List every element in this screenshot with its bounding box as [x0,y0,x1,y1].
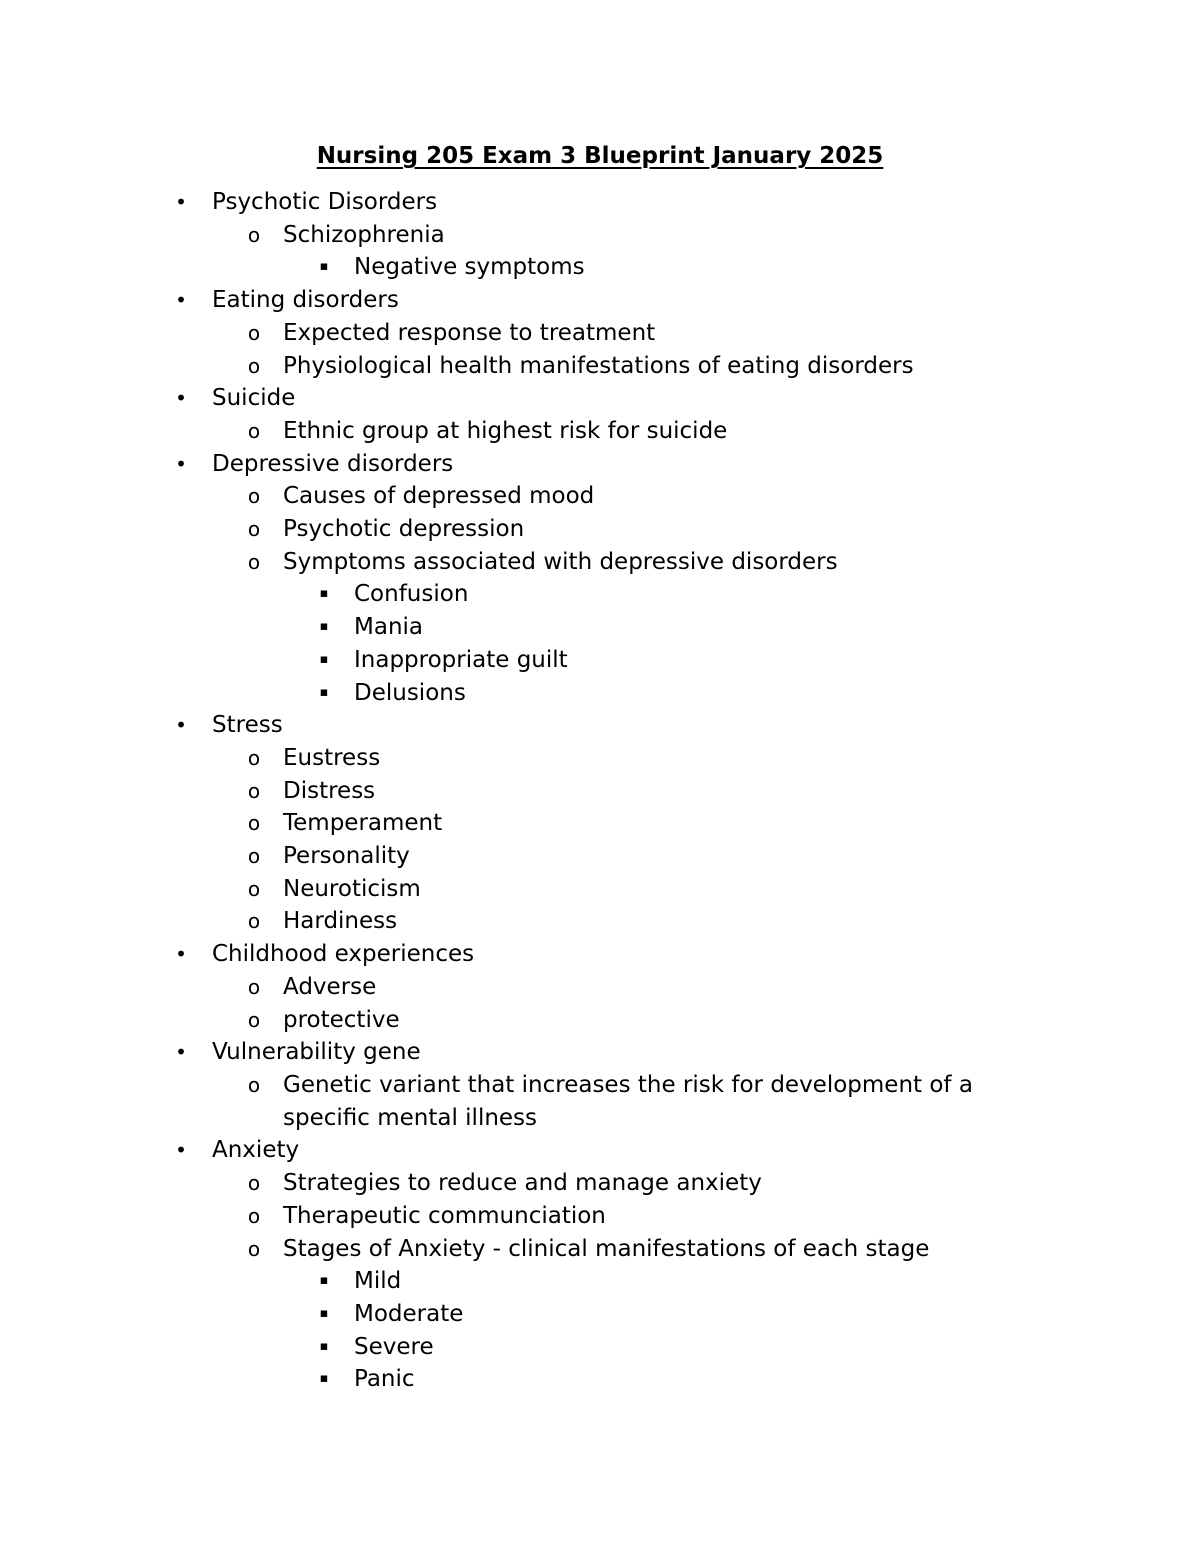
circle-bullet-icon: o [247,1007,261,1032]
outline-item-text: Genetic variant that increases the risk for development of a specific mental illness [283,1071,973,1131]
circle-bullet-icon: o [247,418,261,443]
bullet-icon: • [175,713,187,738]
outline-item-text: Ethnic group at highest risk for suicide [283,417,728,444]
outline-item-text: Eustress [283,744,381,771]
outline-item-level-2 [0,415,1200,448]
bullet-icon: • [175,1138,187,1163]
outline-item-text: Stress [212,712,283,739]
outline-item-text: Therapeutic communciation [283,1202,606,1229]
circle-bullet-icon: o [247,1203,261,1228]
outline-item-level-3 [0,677,1200,710]
outline-item-text: Depressive disorders [212,450,454,477]
outline-item-level-1 [0,448,1200,481]
outline-item-level-2 [0,317,1200,350]
outline-item-text: Mania [354,614,423,641]
outline-item-level-2 [0,971,1200,1004]
square-bullet-icon: ▪ [319,586,329,602]
outline-item-text: Negative symptoms [354,254,585,281]
outline-item-text: Schizophrenia [283,221,445,248]
bullet-icon: • [175,942,187,967]
outline-item-level-2 [0,1167,1200,1200]
outline-item-level-2 [0,905,1200,938]
circle-bullet-icon: o [247,1171,261,1196]
outline-item-text: Severe [354,1333,434,1360]
outline-item-level-1 [0,709,1200,742]
bullet-icon: • [175,386,187,411]
outline-item-text: Stages of Anxiety - clinical manifestations of each stage [283,1235,930,1262]
square-bullet-icon: ▪ [319,1273,329,1289]
outline-item-level-1 [0,938,1200,971]
circle-bullet-icon: o [247,320,261,345]
outline-item-level-2 [0,840,1200,873]
outline-item-level-2 [0,1069,1200,1134]
square-bullet-icon: ▪ [319,1338,329,1354]
square-bullet-icon: ▪ [319,1305,329,1321]
circle-bullet-icon: o [247,745,261,770]
outline-item-level-2 [0,807,1200,840]
bullet-icon: • [175,288,187,313]
circle-bullet-icon: o [247,876,261,901]
outline-item-text: Strategies to reduce and manage anxiety [283,1170,762,1197]
outline-item-text: Vulnerability gene [212,1039,421,1066]
outline-item-level-3 [0,578,1200,611]
circle-bullet-icon: o [247,517,261,542]
circle-bullet-icon: o [247,222,261,247]
circle-bullet-icon: o [247,1236,261,1261]
bullet-icon: • [175,451,187,476]
outline-item-level-3 [0,1265,1200,1298]
outline-item-level-2 [0,480,1200,513]
outline-item-text: Moderate [354,1300,464,1327]
outline-item-level-2 [0,1004,1200,1037]
outline-item-level-1 [0,1036,1200,1069]
square-bullet-icon: ▪ [319,619,329,635]
outline-item-level-2 [0,513,1200,546]
blueprint-outline [0,186,1200,1396]
outline-item-level-3 [0,1363,1200,1396]
outline-item-level-2 [0,546,1200,579]
circle-bullet-icon: o [247,844,261,869]
circle-bullet-icon: o [247,549,261,574]
outline-item-level-2 [0,873,1200,906]
circle-bullet-icon: o [247,484,261,509]
outline-item-level-2 [0,1200,1200,1233]
outline-item-text: protective [283,1006,400,1033]
circle-bullet-icon: o [247,909,261,934]
bullet-icon: • [175,190,187,214]
outline-item-level-1 [0,186,1200,219]
outline-item-level-3 [0,611,1200,644]
outline-item-text: Eating disorders [212,287,399,314]
outline-item-level-2 [0,1233,1200,1266]
outline-item-text: Inappropriate guilt [354,646,568,673]
circle-bullet-icon: o [247,1072,261,1097]
outline-item-level-3 [0,644,1200,677]
outline-item-text: Mild [354,1268,402,1295]
outline-item-level-2 [0,350,1200,383]
outline-item-text: Expected response to treatment [283,319,656,346]
outline-item-text: Physiological health manifestations of eating disorders [283,352,914,379]
outline-item-level-1 [0,284,1200,317]
outline-item-text: Anxiety [212,1137,300,1164]
outline-item-text: Temperament [283,810,443,837]
document-title: Nursing 205 Exam 3 Blueprint January 2025 [316,143,884,169]
outline-item-text: Personality [283,843,410,870]
outline-item-text: Childhood experiences [212,941,475,968]
circle-bullet-icon: o [247,974,261,999]
outline-item-text: Psychotic Disorders [212,189,438,215]
outline-item-text: Hardiness [283,908,398,935]
outline-item-text: Delusions [354,679,466,706]
square-bullet-icon: ▪ [319,1371,329,1387]
outline-item-text: Distress [283,777,376,804]
outline-item-text: Suicide [212,385,296,412]
outline-item-level-3 [0,1298,1200,1331]
square-bullet-icon: ▪ [319,684,329,700]
outline-item-level-1 [0,1134,1200,1167]
outline-item-level-1 [0,382,1200,415]
outline-item-text: Symptoms associated with depressive disorders [283,548,838,575]
square-bullet-icon: ▪ [319,651,329,667]
circle-bullet-icon: o [247,778,261,803]
outline-item-text: Psychotic depression [283,516,525,543]
outline-item-text: Adverse [283,973,377,1000]
circle-bullet-icon: o [247,811,261,836]
outline-item-text: Causes of depressed mood [283,483,595,510]
outline-item-level-3 [0,1331,1200,1364]
square-bullet-icon: ▪ [319,259,329,275]
bullet-icon: • [175,1040,187,1065]
outline-item-text: Panic [354,1366,415,1393]
circle-bullet-icon: o [247,353,261,378]
outline-item-level-2 [0,742,1200,775]
outline-item-level-2 [0,219,1200,252]
outline-item-level-3 [0,251,1200,284]
outline-item-level-2 [0,775,1200,808]
outline-item-text: Neuroticism [283,875,421,902]
outline-item-text: Confusion [354,581,469,608]
